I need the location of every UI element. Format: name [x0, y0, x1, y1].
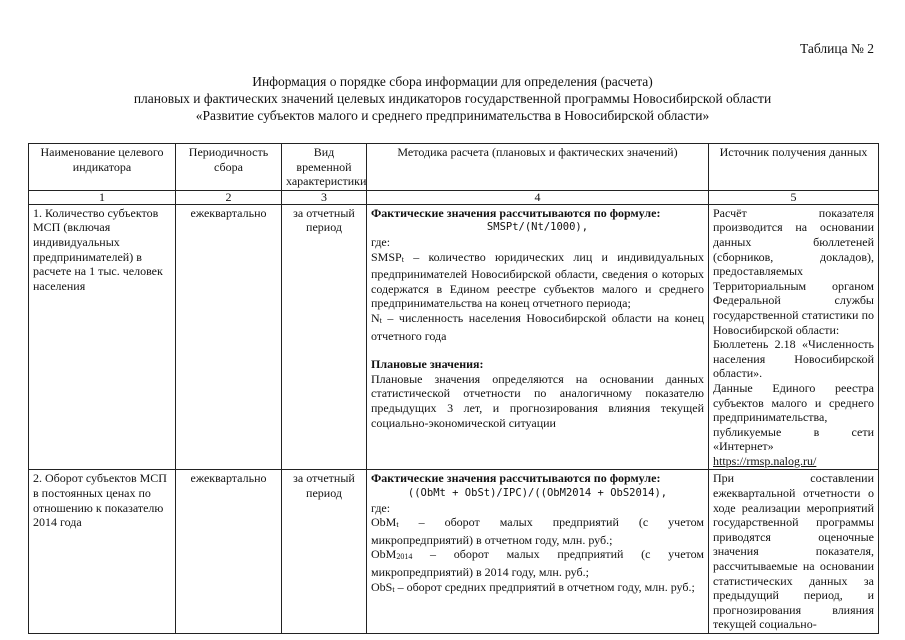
col-header-method: Методика расчета (плановых и фактических значений): [367, 144, 709, 191]
data-source: [709, 204, 879, 470]
table-row: [29, 470, 879, 634]
fact-heading: Фактические значения рассчитываются по формуле:: [371, 471, 661, 486]
where-label: где:: [371, 500, 391, 515]
definition: ObM$_t$ – оборот малых предприятий (с учетом микропредприятий) в отчетном году, млн. руб.;: [371, 515, 704, 547]
indicator-name: 1. Количество субъектов МСП (включая индивидуальных предпринимателей) в расчете на 1 тыс. человек населения: [29, 204, 176, 470]
source-link[interactable]: https://rmsp.nalog.ru/: [713, 453, 817, 468]
definition: $N_t$ – численность населения Новосибирской области на конец отчетного года: [371, 310, 704, 343]
source-paragraph: При составлении ежеквартальной отчетности о ходе реализации мероприятий государственной программы приводятся оценочные значения показателя, рассчитываемые на основании статистических данных за предыдущий период, и прогнозирования влияния текущей социально-: [713, 471, 874, 632]
collection-period: ежеквартально: [176, 204, 282, 470]
fact-heading: Фактические значения рассчитываются по формуле:: [371, 205, 661, 220]
data-source: [709, 470, 879, 634]
where-label: где:: [371, 234, 391, 249]
column-number-row: [29, 190, 879, 204]
definition: $SMSP_t$ – количество юридических лиц и индивидуальных предпринимателей Новосибирской области, сведения о которых содержатся в Едином реестре субъектов малого и среднего предпринимательства на конец отчетного периода;: [371, 249, 704, 311]
indicators-table: [28, 143, 879, 634]
col-number: 4: [367, 190, 709, 204]
collection-period: ежеквартально: [176, 470, 282, 634]
col-header-period: Периодичность сбора: [176, 144, 282, 191]
col-number: 1: [29, 190, 176, 204]
definition: ObM$_{2014}$ – оборот малых предприятий (с учетом микропредприятий) в 2014 году, млн. руб.;: [371, 547, 704, 580]
col-header-type: Вид временной характеристики: [282, 144, 367, 191]
col-header-source: Источник получения данных: [709, 144, 879, 191]
heading-line-1: Информация о порядке сбора информации для определения (расчета): [252, 74, 653, 89]
plan-heading: Плановые значения:: [371, 357, 484, 372]
col-number: 2: [176, 190, 282, 204]
formula: ((ObMt + ObSt)/IPC)/((ObM2014 + ObS2014),: [407, 487, 668, 500]
source-paragraph: Бюллетень 2.18 «Численность населения Новосибирской области».: [713, 337, 874, 381]
col-number: 5: [709, 190, 879, 204]
heading-line-2: плановых и фактических значений целевых индикаторов государственной программы Новосибирской области: [133, 91, 772, 106]
plan-text: Плановые значения определяются на основании данных статистической отчетности по аналогичному показателю предыдущих 3 лет, и прогнозирования влияния текущей социально-экономической ситуации: [371, 371, 704, 430]
document-heading: [0, 73, 905, 124]
calculation-method: [367, 470, 709, 634]
calculation-method: [367, 204, 709, 470]
time-characteristic: за отчетный период: [282, 204, 367, 470]
time-characteristic: за отчетный период: [282, 470, 367, 634]
source-paragraph: Данные Единого реестра субъектов малого и среднего предпринимательства, публикуемые в сети «Интернет»: [713, 380, 874, 454]
source-paragraph: Расчёт показателя производится на основании данных бюллетеней (сборников, докладов), предоставляемых Территориальным органом Федеральной службы государственной статистики по Новосибирской области:: [713, 205, 874, 337]
header-row: [29, 144, 879, 191]
col-header-name: Наименование целевого индикатора: [29, 144, 176, 191]
indicator-name: 2. Оборот субъектов МСП в постоянных ценах по отношению к показателю 2014 года: [29, 470, 176, 634]
formula: SMSPt/(Nt/1000),: [486, 221, 589, 234]
heading-line-3: «Развитие субъектов малого и среднего предпринимательства в Новосибирской области»: [195, 108, 710, 123]
definition: ObS$_t$ – оборот средних предприятий в отчетном году, млн. руб.;: [371, 579, 695, 594]
table-row: [29, 204, 879, 470]
table-number-label: Таблица № 2: [800, 41, 874, 56]
col-number: 3: [282, 190, 367, 204]
